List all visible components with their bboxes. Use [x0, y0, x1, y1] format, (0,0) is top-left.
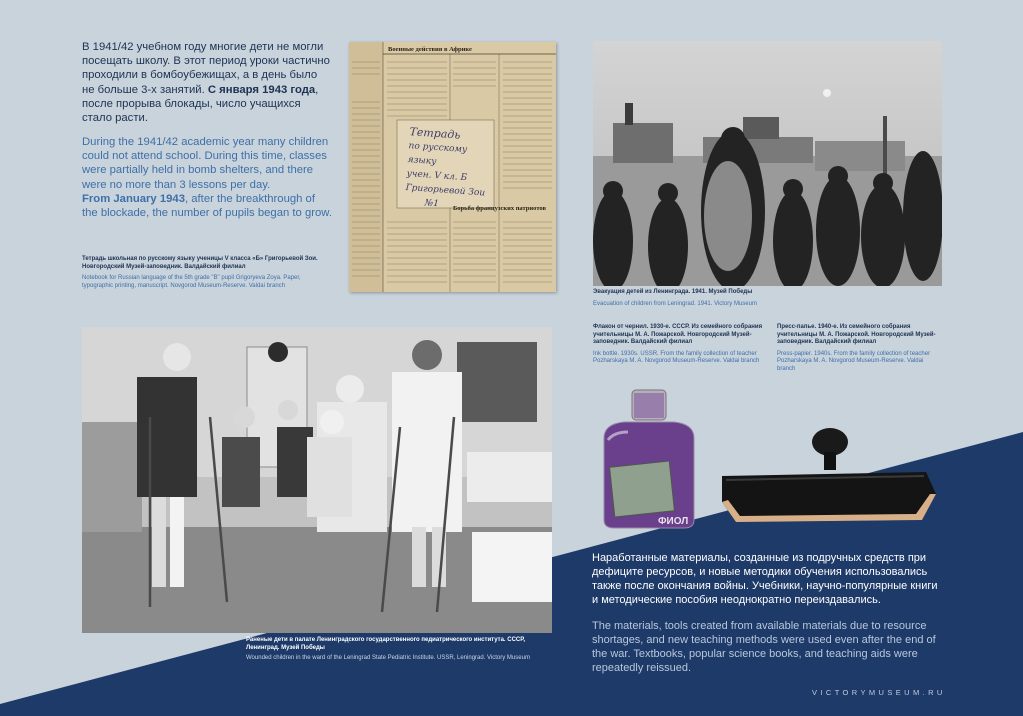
handwritten-line: Тетрадь	[409, 125, 461, 142]
intro-english: During the 1941/42 academic year many children could not attend school. During this time, classes were partially held in bomb shelters, and there were no more than 3 lessons per day. From January 1943, after the breakthrough of the blockade, the number of pupils began to grow.	[82, 136, 332, 220]
ink-label-text: ФИОЛ	[658, 516, 689, 527]
outro-english: The materials, tools created from available materials due to resource shortages, and new teaching methods were used even after the end of the war. Textbooks, popular science books, and teaching aids were repeatedly reissued.	[592, 620, 936, 674]
press-papier-caption-ru: Пресс-папье. 1940-е. Из семейного собрания учительницы М. А. Пожарской. Новгородский Музей-заповедник. Валдайский филиал	[777, 324, 936, 345]
wounded-children-photo	[82, 327, 552, 633]
evacuation-caption-en: Evacuation of children from Leningrad. 1941. Victory Museum	[593, 300, 757, 307]
evacuation-caption-ru: Эвакуация детей из Ленинграда. 1941. Музей Победы	[593, 289, 753, 295]
children-caption-ru: Раненые дети в палате Ленинградского государственного педиатрического института. СССР, Ленинград. Музей Победы	[246, 637, 526, 651]
outro-russian: Наработанные материалы, созданные из подручных средств при дефиците ресурсов, и новые методики обучения использовались также после окончания войны. Учебники, научно-популярные книги и методические пособия неоднократно переиздавались.	[592, 552, 938, 606]
newspaper-header: Военные действия в Африке	[388, 46, 472, 53]
ink-bottle-caption	[593, 324, 763, 366]
notebook-caption-ru: Тетрадь школьная по русскому языку ученицы V класса «Б» Григорьевой Зои. Новгородский Музей-заповедник. Валдайский филиал	[82, 256, 318, 270]
children-photo-drawing	[82, 327, 552, 633]
children-caption	[246, 637, 546, 663]
handwritten-line: Григорьевой Зои	[405, 182, 486, 199]
ink-bottle-caption-ru: Флакон от чернил. 1930-е. СССР. Из семейного собрания учительницы М. А. Пожарской. Новгородский Музей-заповедник. Валдайский филиал	[593, 324, 763, 345]
intro-russian: В 1941/42 учебном году многие дети не могли посещать школу. В этот период уроки частично проходили в бомбоубежищах, а в день было не больше 3-х занятий. С января 1943 года, после прорыва блокады, число учащихся стало расти.	[82, 41, 330, 125]
evacuation-caption	[593, 289, 942, 308]
ink-bottle-caption-en: Ink bottle. 1930s. USSR. From the family collection of teacher Pozharskaya M. A. Novgorod Museum-Reserve. Valdai branch	[593, 350, 760, 364]
press-papier-caption	[777, 324, 937, 373]
handwritten-line: по русскому языку	[407, 141, 468, 168]
handwritten-line: №1	[424, 198, 440, 210]
site-url: VICTORYMUSEUM.RU	[812, 688, 946, 697]
newspaper-subhead: Борьба французских патриотов	[453, 205, 547, 212]
press-papier-image	[716, 424, 940, 528]
ink-bottle-image	[594, 388, 704, 532]
notebook-caption-en: Notebook for Russian language of the 5th grade "B" pupil Grigoryeva Zoya. Paper, typographic printing, manuscript. Novgorod Museum-Reserve. Valdai branch	[82, 275, 301, 289]
handwritten-label	[404, 125, 495, 215]
press-papier-caption-en: Press-papier. 1940s. From the family collection of teacher Pozharskaya M. A. Novgorod Museum-Reserve. Valdai branch	[777, 350, 931, 372]
children-caption-en: Wounded children in the ward of the Leningrad State Pediatric Institute. USSR, Leningrad. Victory Museum	[246, 655, 530, 661]
notebook-caption	[82, 256, 332, 290]
evacuation-photo	[593, 41, 942, 286]
notebook-image	[349, 42, 556, 292]
evacuation-photo-drawing	[593, 41, 942, 286]
handwritten-line: учен. V кл. Б	[406, 169, 468, 184]
